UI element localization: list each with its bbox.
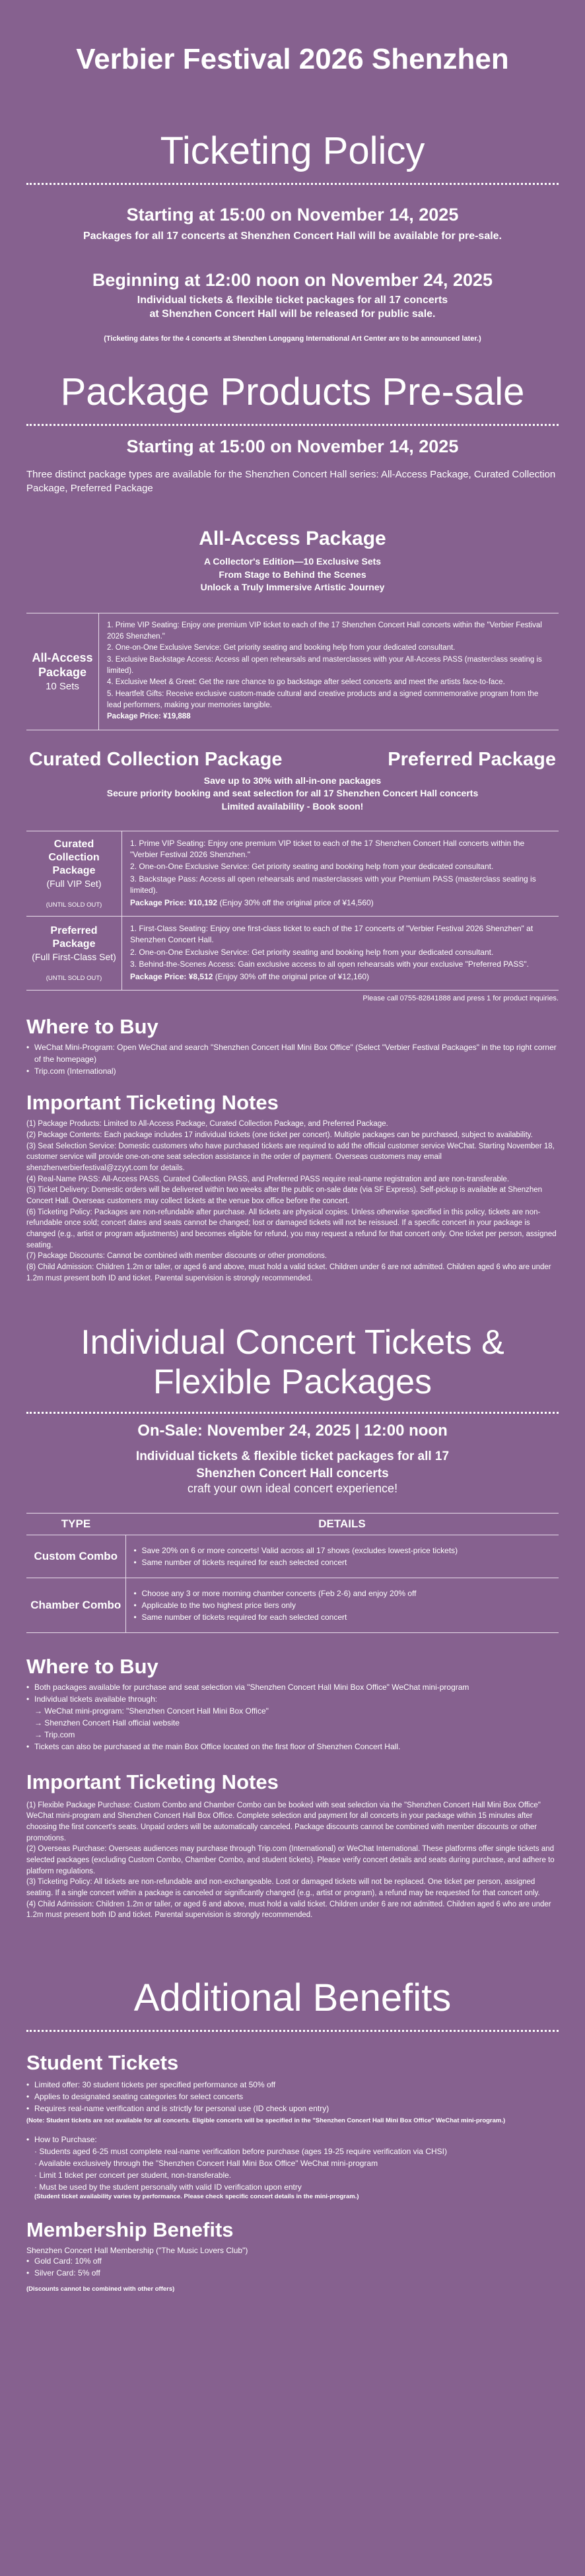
list-item: • Tickets can also be purchased at the main Box Office located on the first floor of Shenzhen Concert Hall. — [26, 1741, 559, 1753]
curated-price-note: (Enjoy 30% off the original price of ¥14,560) — [217, 897, 374, 907]
combo-type: Custom Combo — [26, 1535, 125, 1578]
note-item: (2) Overseas Purchase: Overseas audiences may purchase through Trip.com (International) or WeChat International. These platforms offer single tickets and selected packages (excluding Custom Combo, Chamber Combo, and student tickets). Please verify concert details and seats during purchase, and adhere to platform regulations. — [26, 1845, 555, 1875]
how-item: · Must be used by the student personally with valid ID verification upon entry — [34, 2182, 302, 2192]
note-item: (4) Child Admission: Children 1.2m or taller, or aged 6 and above, must hold a valid ticket. Children under 6 are not admitted. Children aged 6 who are under 1.2m must present both ID and ticket. Parental supervision is strongly recommended. — [26, 1900, 551, 1920]
package-pair-titles — [26, 749, 559, 771]
presale-time: Starting at 15:00 on November 14, 2025 — [126, 205, 459, 225]
ticketing-notes-list — [26, 1119, 559, 1284]
package-presale-heading: Package Products Pre-sale — [60, 370, 525, 413]
package-presale-section — [26, 370, 559, 1002]
student-note: (Note: Student tickets are not available for all concerts. Eligible concerts will be specified in the "Shenzhen Concert Hall Mini Box Office" WeChat mini-program.) — [26, 2116, 506, 2124]
curated-details — [122, 831, 559, 916]
ticketing-policy-section — [26, 129, 559, 342]
note-item: (8) Child Admission: Children 1.2m or taller, or aged 6 and above, must hold a valid ticket. Children under 6 are not admitted. Children aged 6 who are under 1.2m must present both ID and ticket. Parental supervision is strongly recommended. — [26, 1263, 551, 1282]
list-item: • Gold Card: 10% off — [26, 2255, 559, 2267]
ticketing-notes-heading-2: Important Ticketing Notes — [26, 1770, 279, 1794]
channel-item: → Shenzhen Concert Hall official website — [34, 1718, 180, 1728]
public-desc-1: Individual tickets & flexible ticket packages for all 17 concerts — [137, 294, 448, 306]
list-item: • Same number of tickets required for each selected concert — [134, 1611, 551, 1623]
list-item: • Same number of tickets required for each selected concert — [134, 1556, 551, 1568]
preferred-label-2: (Full First-Class Set) — [32, 951, 116, 962]
all-access-label-3: 10 Sets — [46, 680, 79, 692]
section-divider — [26, 1412, 559, 1414]
student-heading: Student Tickets — [26, 2050, 179, 2074]
individual-heading-1: Individual Concert Tickets & — [81, 1323, 504, 1362]
benefit-item: 3. Backstage Pass: Access all open rehearsals and masterclasses with your Premium PASS (masterclass seating is limited). — [130, 874, 536, 895]
benefit-item: 3. Behind-the-Scenes Access: Gain exclusive access to all open rehearsals with your exclusive "Preferred PASS". — [130, 959, 529, 969]
student-list — [26, 2079, 559, 2114]
all-access-title: All-Access Package — [199, 528, 386, 550]
table-row — [26, 1535, 559, 1578]
all-access-price: Package Price: ¥19,888 — [107, 713, 191, 721]
individual-heading-2: Flexible Packages — [153, 1363, 432, 1402]
combo-type: Chamber Combo — [26, 1578, 125, 1633]
ticketing-notes-section-2 — [26, 1770, 559, 1921]
benefit-item: 4. Exclusive Meet & Greet: Get the rare chance to go backstage after select concerts and meet the artists face-to-face. — [107, 678, 505, 687]
pair-sub-3: Limited availability - Book soon! — [221, 801, 364, 812]
benefits-heading: Additional Benefits — [133, 1976, 452, 2020]
where-to-buy-list-2 — [26, 1681, 559, 1705]
where-to-buy-list — [26, 1041, 559, 1077]
individual-sub-3: craft your own ideal concert experience! — [187, 1482, 398, 1496]
all-access-details — [99, 613, 559, 730]
list-item: • Choose any 3 or more morning chamber concerts (Feb 2-6) and enjoy 20% off — [134, 1587, 551, 1599]
list-item: • Applicable to the two highest price tiers only — [134, 1599, 551, 1611]
benefits-section — [26, 1976, 559, 2319]
combo-details — [125, 1535, 559, 1578]
benefit-item: 3. Exclusive Backstage Access: Access all open rehearsals and masterclasses with your All-Access PASS (masterclass seating is limited). — [107, 655, 542, 675]
list-item: • Both packages available for purchase and seat selection via "Shenzhen Concert Hall Mini Box Office" WeChat mini-program — [26, 1681, 559, 1693]
preferred-price-note: (Enjoy 30% off the original price of ¥12,160) — [213, 971, 370, 981]
list-item: • Requires real-name verification and is strictly for personal use (ID check upon entry) — [26, 2103, 559, 2114]
curated-label-2: Package — [52, 865, 96, 877]
where-to-buy-heading-2: Where to Buy — [26, 1655, 158, 1679]
public-desc-2: at Shenzhen Concert Hall will be released for public sale. — [149, 308, 436, 320]
all-access-sub-1: A Collector's Edition—10 Exclusive Sets — [203, 556, 382, 567]
benefit-item: 5. Heartfelt Gifts: Receive exclusive custom-made cultural and creative products and a signed commemorative program from the lead performers, making your memories tangible. — [107, 689, 539, 709]
ticketing-notes-section — [26, 1090, 559, 1284]
membership-intro: Shenzhen Concert Hall Membership ("The Music Lovers Club") — [26, 2246, 248, 2256]
note-item: (1) Package Products: Limited to All-Access Package, Curated Collection Package, and Preferred Package. — [26, 1120, 388, 1129]
preferred-label-1: Preferred Package — [50, 924, 98, 950]
preferred-title: Preferred Package — [388, 748, 556, 770]
curated-price-main: Package Price: ¥10,192 — [130, 897, 218, 907]
how-label: • How to Purchase: — [26, 2134, 559, 2145]
package-intro: Three distinct package types are available for the Shenzhen Concert Hall series: All-Access Package, Curated Collection Package, Preferred Package — [26, 468, 556, 495]
benefit-item: 1. First-Class Seating: Enjoy one first-class ticket to each of the 17 concerts of "Verbier Festival 2026 Shenzhen" at Shenzhen Concert Hall. — [130, 924, 533, 945]
how-to-purchase — [26, 2134, 559, 2145]
note-item: (2) Package Contents: Each package includes 17 individual tickets (one ticket per concert). Multiple packages can be purchased, subject to availability. — [26, 1131, 533, 1139]
preferred-price — [130, 971, 551, 983]
all-access-label-1: All-Access — [32, 650, 93, 664]
combo-details — [125, 1578, 559, 1633]
membership-list — [26, 2255, 559, 2279]
ticketing-policy-heading: Ticketing Policy — [160, 129, 425, 173]
membership-note: (Discounts cannot be combined with other offers) — [26, 2285, 175, 2293]
channel-item: → Trip.com — [34, 1730, 75, 1740]
how-item: · Limit 1 ticket per concert per student, non-transferable. — [34, 2170, 232, 2180]
presale-desc: Packages for all 17 concerts at Shenzhen Concert Hall will be available for pre-sale. — [83, 230, 502, 242]
preferred-price-main: Package Price: ¥8,512 — [130, 971, 213, 981]
all-access-box — [26, 613, 559, 730]
list-item: • Trip.com (International) — [26, 1065, 559, 1077]
note-item: (3) Seat Selection Service: Domestic customers who have purchased tickets are required to add the official customer service WeChat. Starting November 18, customer service will provide one-on-one seat selection assistance in the order of payment. Overseas customers may email shenzhenverbierfestival@zzyyt.com for details. — [26, 1142, 555, 1173]
benefit-item: 2. One-on-One Exclusive Service: Get priority seating and booking help from your dedicated consultant. — [130, 947, 494, 957]
section-divider — [26, 424, 559, 426]
curated-label-3: (Full VIP Set) — [46, 878, 102, 889]
membership-heading: Membership Benefits — [26, 2217, 234, 2241]
ticketing-notes-heading: Important Ticketing Notes — [26, 1091, 279, 1115]
preferred-box — [26, 917, 559, 991]
preferred-label — [26, 917, 122, 990]
note-item: (5) Ticket Delivery: Domestic orders will be delivered within two weeks after the public on-sale date (via SF Express). Self-pickup is available at Shenzhen Concert Hall. Overseas customers may collect tickets at the venue box office before the concert. — [26, 1186, 543, 1206]
note-item: (7) Package Discounts: Cannot be combined with member discounts or other promotions. — [26, 1252, 327, 1261]
benefit-item: 1. Prime VIP Seating: Enjoy one premium VIP ticket to each of the 17 Shenzhen Concert Hall concerts within the "Verbier Festival 2026 Shenzhen." — [130, 838, 525, 860]
list-item: • Save 20% on 6 or more concerts! Valid across all 17 shows (excludes lowest-price tickets) — [134, 1545, 551, 1556]
benefit-item: 2. One-on-One Exclusive Service: Get priority seating and booking help from your dedicated consultant. — [130, 862, 494, 872]
how-list — [26, 2145, 559, 2193]
note-item: (1) Flexible Package Purchase: Custom Combo and Chamber Combo can be booked with seat selection via the "Shenzhen Concert Hall Mini Box Office" WeChat mini-program and Shenzhen Concert Hall Box Office. Complete selection and payment for all concerts in your package within 15 minutes after choosing the first concert's seats. Unpaid orders will be automatically canceled. Package discounts cannot be combined with member discounts or other promotions. — [26, 1801, 541, 1842]
where-to-buy-list-3 — [26, 1741, 559, 1753]
how-item: · Students aged 6-25 must complete real-name verification before purchase (ages 19-25 require verification via CHSI) — [34, 2146, 447, 2156]
all-access-label — [26, 613, 99, 730]
curated-label-1: Curated Collection — [48, 839, 100, 864]
col-type-header: TYPE — [26, 1514, 125, 1535]
package-presale-time: Starting at 15:00 on November 14, 2025 — [126, 436, 459, 456]
curated-box — [26, 831, 559, 917]
all-access-label-2: Package — [38, 666, 87, 679]
benefit-item: 1. Prime VIP Seating: Enjoy one premium VIP ticket to each of the 17 Shenzhen Concert Hall concerts within the "Verbier Festival 2026 Shenzhen." — [107, 621, 542, 641]
preferred-status: (UNTIL SOLD OUT) — [46, 975, 102, 983]
table-row — [26, 1578, 559, 1633]
section-divider — [26, 183, 559, 185]
ticketing-notes-list-2 — [26, 1800, 559, 1921]
longgang-note: (Ticketing dates for the 4 concerts at Shenzhen Longgang International Art Center are to be announced later.) — [104, 334, 481, 343]
note-item: (3) Ticketing Policy: All tickets are non-refundable and non-exchangeable. Lost or damaged tickets will not be replaced. One ticket per person, assigned seating. If a single concert within a package is canceled or significantly changed (e.g., artist or program), a refund may be requested for that concert only. — [26, 1878, 540, 1898]
pair-sub-1: Save up to 30% with all-in-one packages — [203, 775, 382, 786]
where-to-buy-section — [26, 1014, 559, 1077]
all-access-sub-2: From Stage to Behind the Scenes — [219, 569, 366, 580]
individual-time: On-Sale: November 24, 2025 | 12:00 noon — [137, 1422, 448, 1440]
list-item: • Limited offer: 30 student tickets per specified performance at 50% off — [26, 2079, 559, 2091]
phone-note: Please call 0755-82841888 and press 1 for product inquiries. — [362, 994, 559, 1002]
how-note: (Student ticket availability varies by performance. Please check specific concert details in the mini-program.) — [34, 2192, 359, 2200]
list-item: • Individual tickets available through: — [26, 1693, 559, 1705]
public-time: Beginning at 12:00 noon on November 24, 2025 — [92, 269, 493, 290]
pair-sub-2: Secure priority booking and seat selection for all 17 Shenzhen Concert Hall concerts — [106, 788, 479, 799]
individual-sub-1: Individual tickets & flexible ticket packages for all 17 — [135, 1449, 450, 1463]
channel-item: → WeChat mini-program: "Shenzhen Concert Hall Mini Box Office" — [34, 1706, 269, 1716]
benefit-item: 2. One-on-One Exclusive Service: Get priority seating and booking help from your dedicated consultant. — [107, 644, 456, 652]
where-to-buy-heading: Where to Buy — [26, 1014, 158, 1038]
how-item: · Available exclusively through the "Shenzhen Concert Hall Mini Box Office" WeChat mini-program — [34, 2158, 378, 2168]
list-item: • Silver Card: 5% off — [26, 2267, 559, 2279]
list-item: • WeChat Mini-Program: Open WeChat and search "Shenzhen Concert Hall Mini Box Office" (Select "Verbier Festival Packages" in the top right corner of the homepage) — [26, 1041, 559, 1065]
channel-sub-list — [26, 1705, 559, 1741]
main-title: Verbier Festival 2026 Shenzhen — [76, 43, 509, 75]
all-access-sub-3: Unlock a Truly Immersive Artistic Journey — [200, 582, 385, 593]
curated-title: Curated Collection Package — [29, 748, 283, 770]
curated-price — [130, 897, 551, 909]
section-divider — [26, 2030, 559, 2032]
where-to-buy-section-2 — [26, 1654, 559, 1753]
col-details-header: DETAILS — [125, 1514, 559, 1535]
preferred-details — [122, 917, 559, 990]
list-item: • Applies to designated seating categories for select concerts — [26, 2091, 559, 2103]
individual-tickets-section — [26, 1323, 559, 1633]
curated-label — [26, 831, 122, 916]
note-item: (4) Real-Name PASS: All-Access PASS, Curated Collection PASS, and Preferred PASS require real-name registration and are non-transferable. — [26, 1175, 510, 1183]
individual-sub-2: Shenzhen Concert Hall concerts — [196, 1466, 389, 1480]
curated-status: (UNTIL SOLD OUT) — [46, 901, 102, 909]
note-item: (6) Ticketing Policy: Packages are non-refundable after purchase. All tickets are physical copies. Unless otherwise specified in this policy, tickets are non-refundable once sold; concert dates and seats cannot be changed; lost or damaged tickets will not be reissued. If a specific concert in your package is changed (e.g., artist or program adjustments) and becomes eligible for refund, you may request a refund for that concert only. One ticket per person, assigned seating. — [26, 1208, 557, 1249]
combo-table — [26, 1513, 559, 1633]
